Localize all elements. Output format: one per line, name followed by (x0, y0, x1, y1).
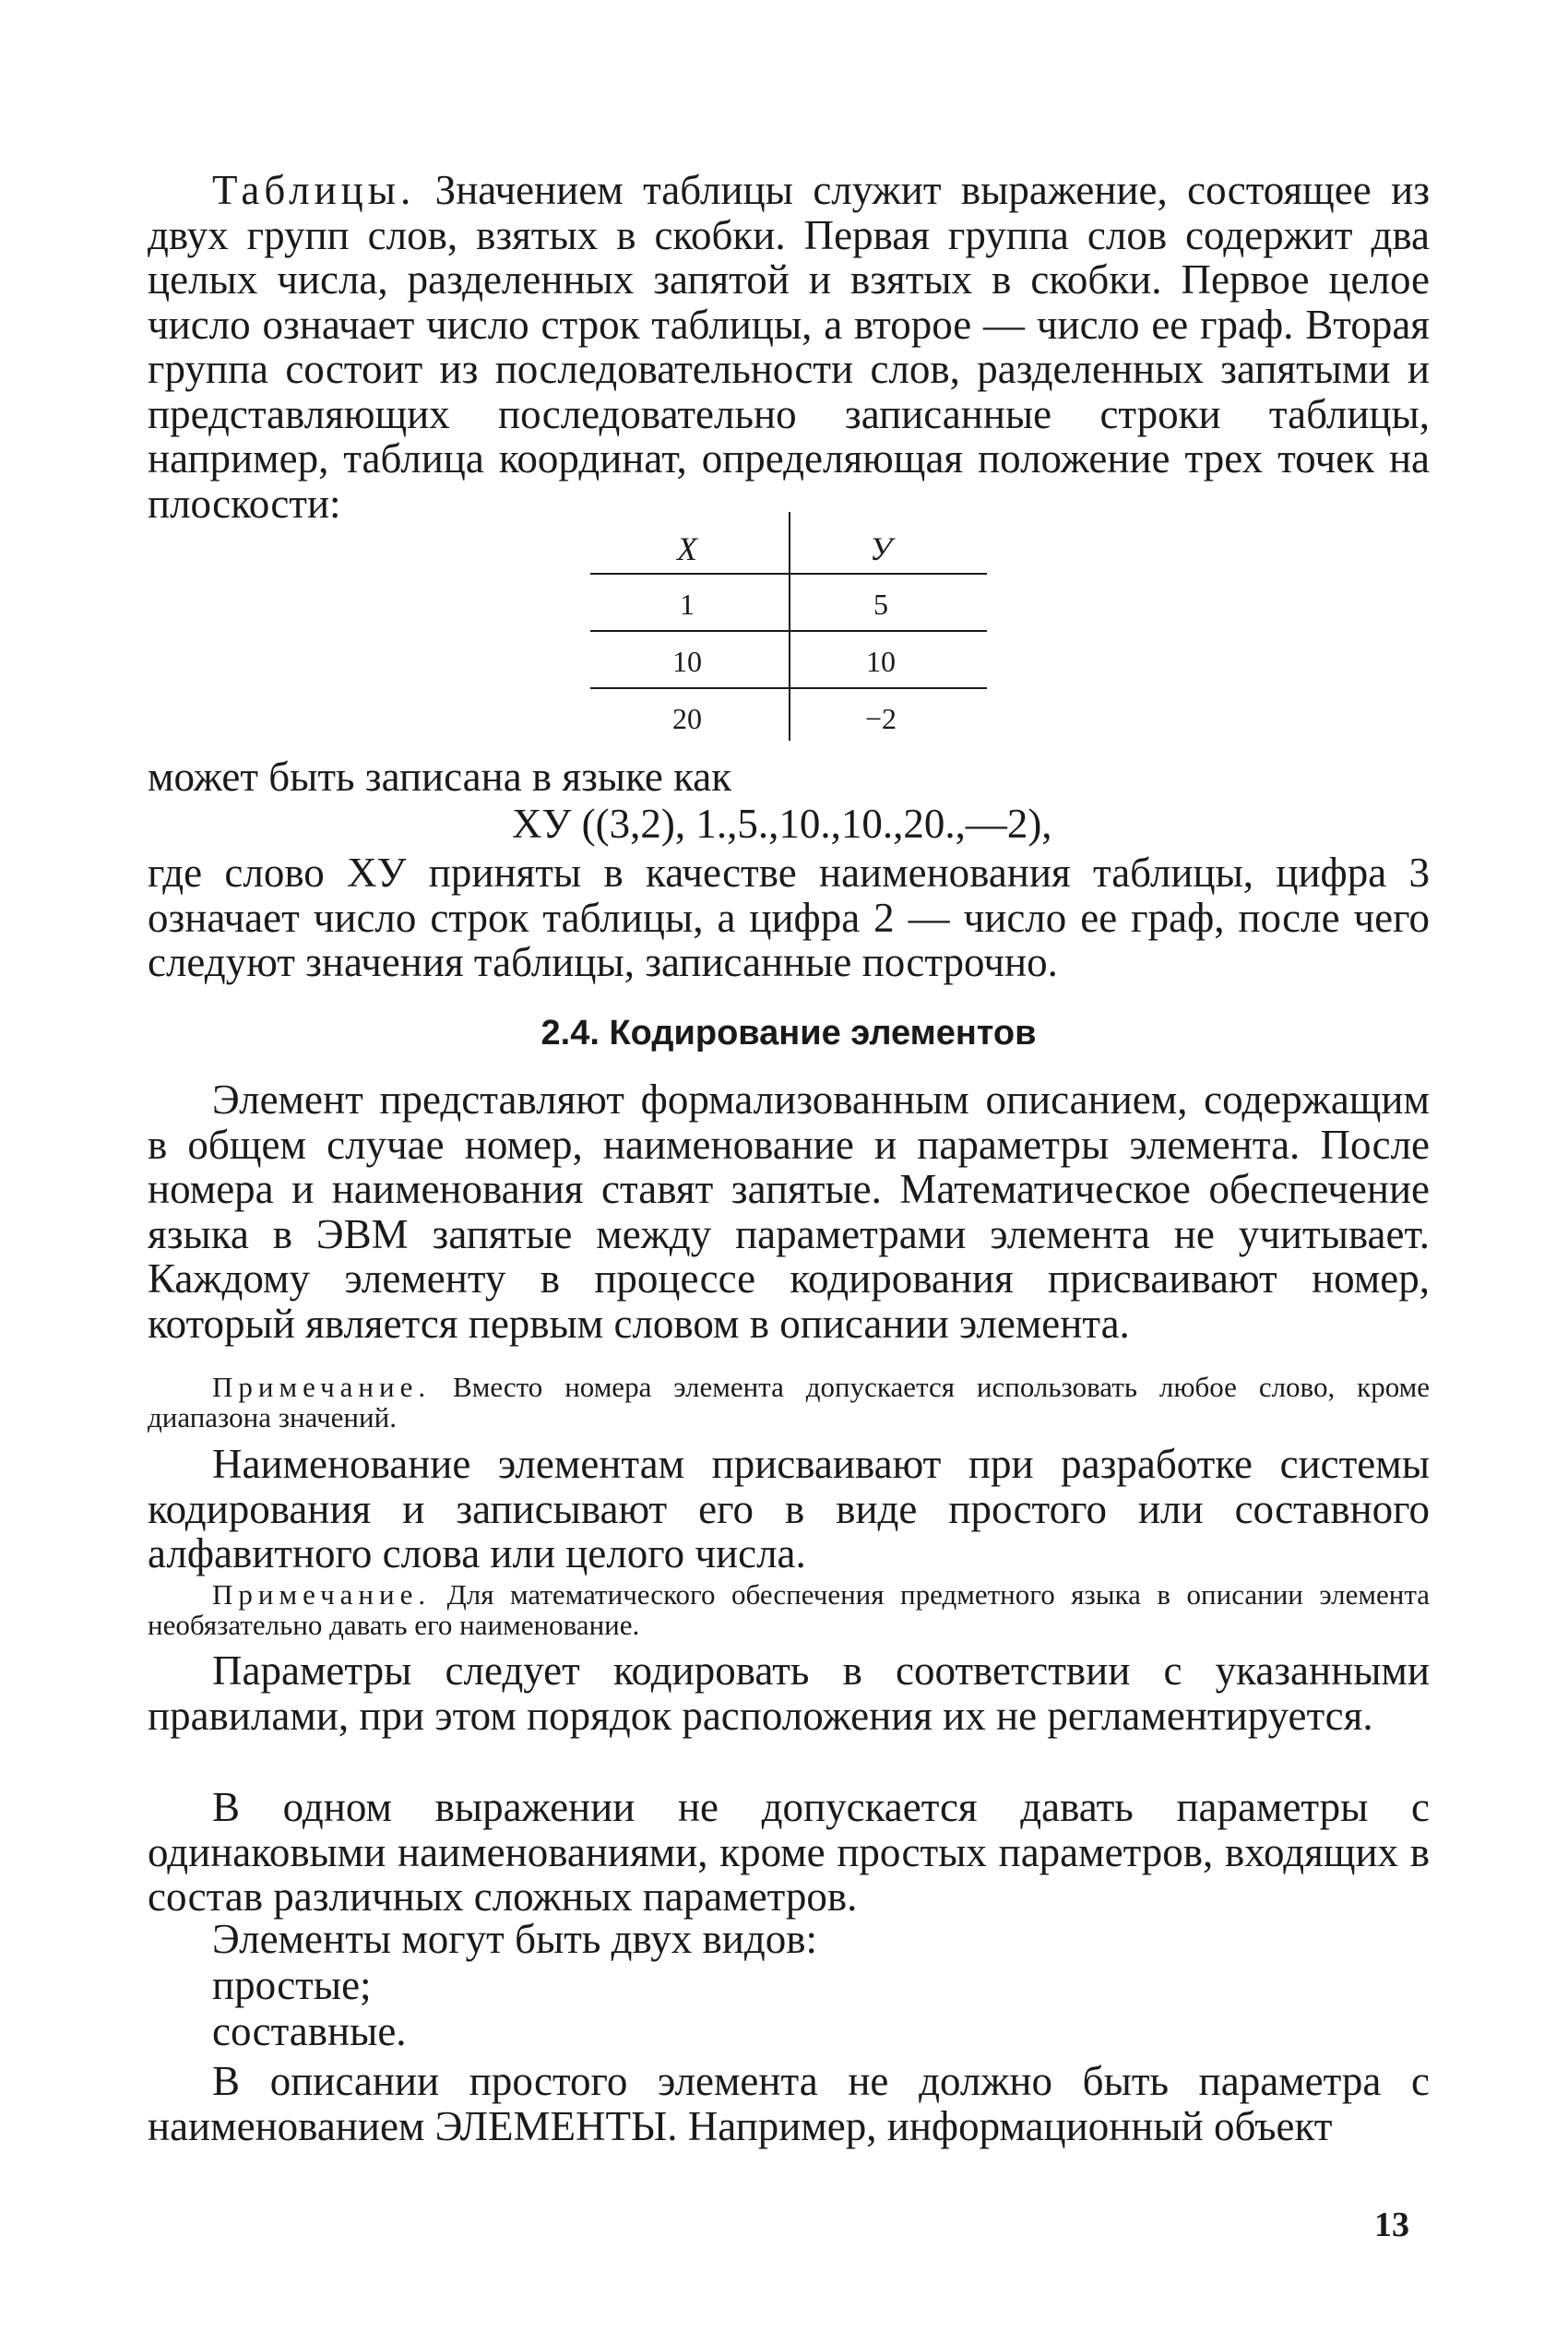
table-cell: 20 (672, 702, 702, 735)
para5-block (148, 1917, 1430, 1962)
intro-block (148, 168, 1430, 526)
note-text: Вместо номера элемента допускается использовать любое слово, кроме диапазона значений. (148, 1371, 1430, 1433)
intro-text: Значением таблицы служит выражение, состоящее из двух групп слов, взятых в скобки. Первая группа слов содержит два целых числа, разделенных запятой и взятых в скобки. Первое целое число означает число строк таблицы, а второе — число ее граф. Вторая группа состоит из последовательности слов, разделенных запятыми и представляющих последовательно записанные строки таблицы, например, таблица координат, определяющая положение трех точек на плоскости: (148, 167, 1430, 527)
section-title: Кодирование элементов (609, 1014, 1037, 1053)
paragraph: Элемент представляют формализованным описанием, содержащим в общем случае номер, наименование и параметры элемента. После номера и наименования ставят запятые. Математическое обеспечение языка в ЭВМ запятые между параметрами элемента не учитывает. Каждому элементу в процессе кодирования присваивают номер, который является первым словом в описании элемента. (148, 1076, 1430, 1347)
para3-block (148, 1648, 1430, 1738)
table-rule (590, 573, 987, 575)
paragraph: Наименование элементам присваивают при разработке системы кодирования и записывают его в виде простого или составного алфавитного слова или целого числа. (148, 1441, 1430, 1576)
paragraph: В одном выражении не допускается давать параметры с одинаковыми наименованиями, кроме простых параметров, входящих в состав различных сложных параметров. (148, 1784, 1430, 1920)
para2-block (148, 1442, 1430, 1576)
note (148, 1579, 1430, 1640)
table-rule (590, 687, 987, 689)
note-text: Для математического обеспечения предметного языка в описании элемента необязательно давать его наименование. (148, 1578, 1431, 1641)
note-label: Примечание. (212, 1578, 432, 1611)
table-header-y: У (869, 530, 893, 567)
after-formula-text: где слово ХУ приняты в качестве наименования таблицы, цифра 3 означает число строк таблицы, а цифра 2 — число ее граф, после чего следуют значения таблицы, записанные построчно. (148, 850, 1430, 985)
table-header-x: X (677, 530, 697, 567)
page-number: 13 (1374, 2206, 1409, 2244)
paragraph: В описании простого элемента не должно быть параметра с наименованием ЭЛЕМЕНТЫ. Например, информационный объект (148, 2058, 1430, 2149)
note-label: Примечание. (212, 1371, 432, 1403)
table-rule (590, 630, 987, 632)
after-formula-block (148, 850, 1430, 985)
section-heading (148, 1013, 1430, 1053)
table-cell: 5 (873, 588, 888, 621)
intro-lead: Таблицы. (212, 167, 416, 213)
para4-block (148, 1785, 1430, 1920)
paragraph: Параметры следует кодировать в соответствии с указанными правилами, при этом порядок расположения их не регламентируется. (148, 1647, 1430, 1739)
table-cell: 1 (680, 588, 695, 621)
table-cell: −2 (864, 702, 897, 735)
list-item: составные. (212, 2008, 407, 2054)
note (148, 1372, 1430, 1433)
table-column-divider (789, 512, 790, 741)
intro-paragraph (148, 168, 1430, 526)
after-table-block (148, 755, 1430, 800)
table-cell: 10 (672, 645, 702, 678)
note2-block (148, 1579, 1430, 1640)
paragraph: Элементы могут быть двух видов: (212, 1916, 817, 1962)
list-item: простые; (212, 1962, 372, 2008)
para1-block (148, 1077, 1430, 1346)
coordinates-table (590, 512, 987, 752)
note1-block (148, 1372, 1430, 1433)
after-table-text: может быть записана в языке как (148, 754, 732, 800)
table-cell: 10 (866, 645, 896, 678)
section-number: 2.4. (540, 1014, 600, 1053)
table-formula: ХУ ((3,2), 1.,5.,10.,10.,20.,—2), (512, 801, 1052, 847)
para6-block (148, 2059, 1430, 2148)
